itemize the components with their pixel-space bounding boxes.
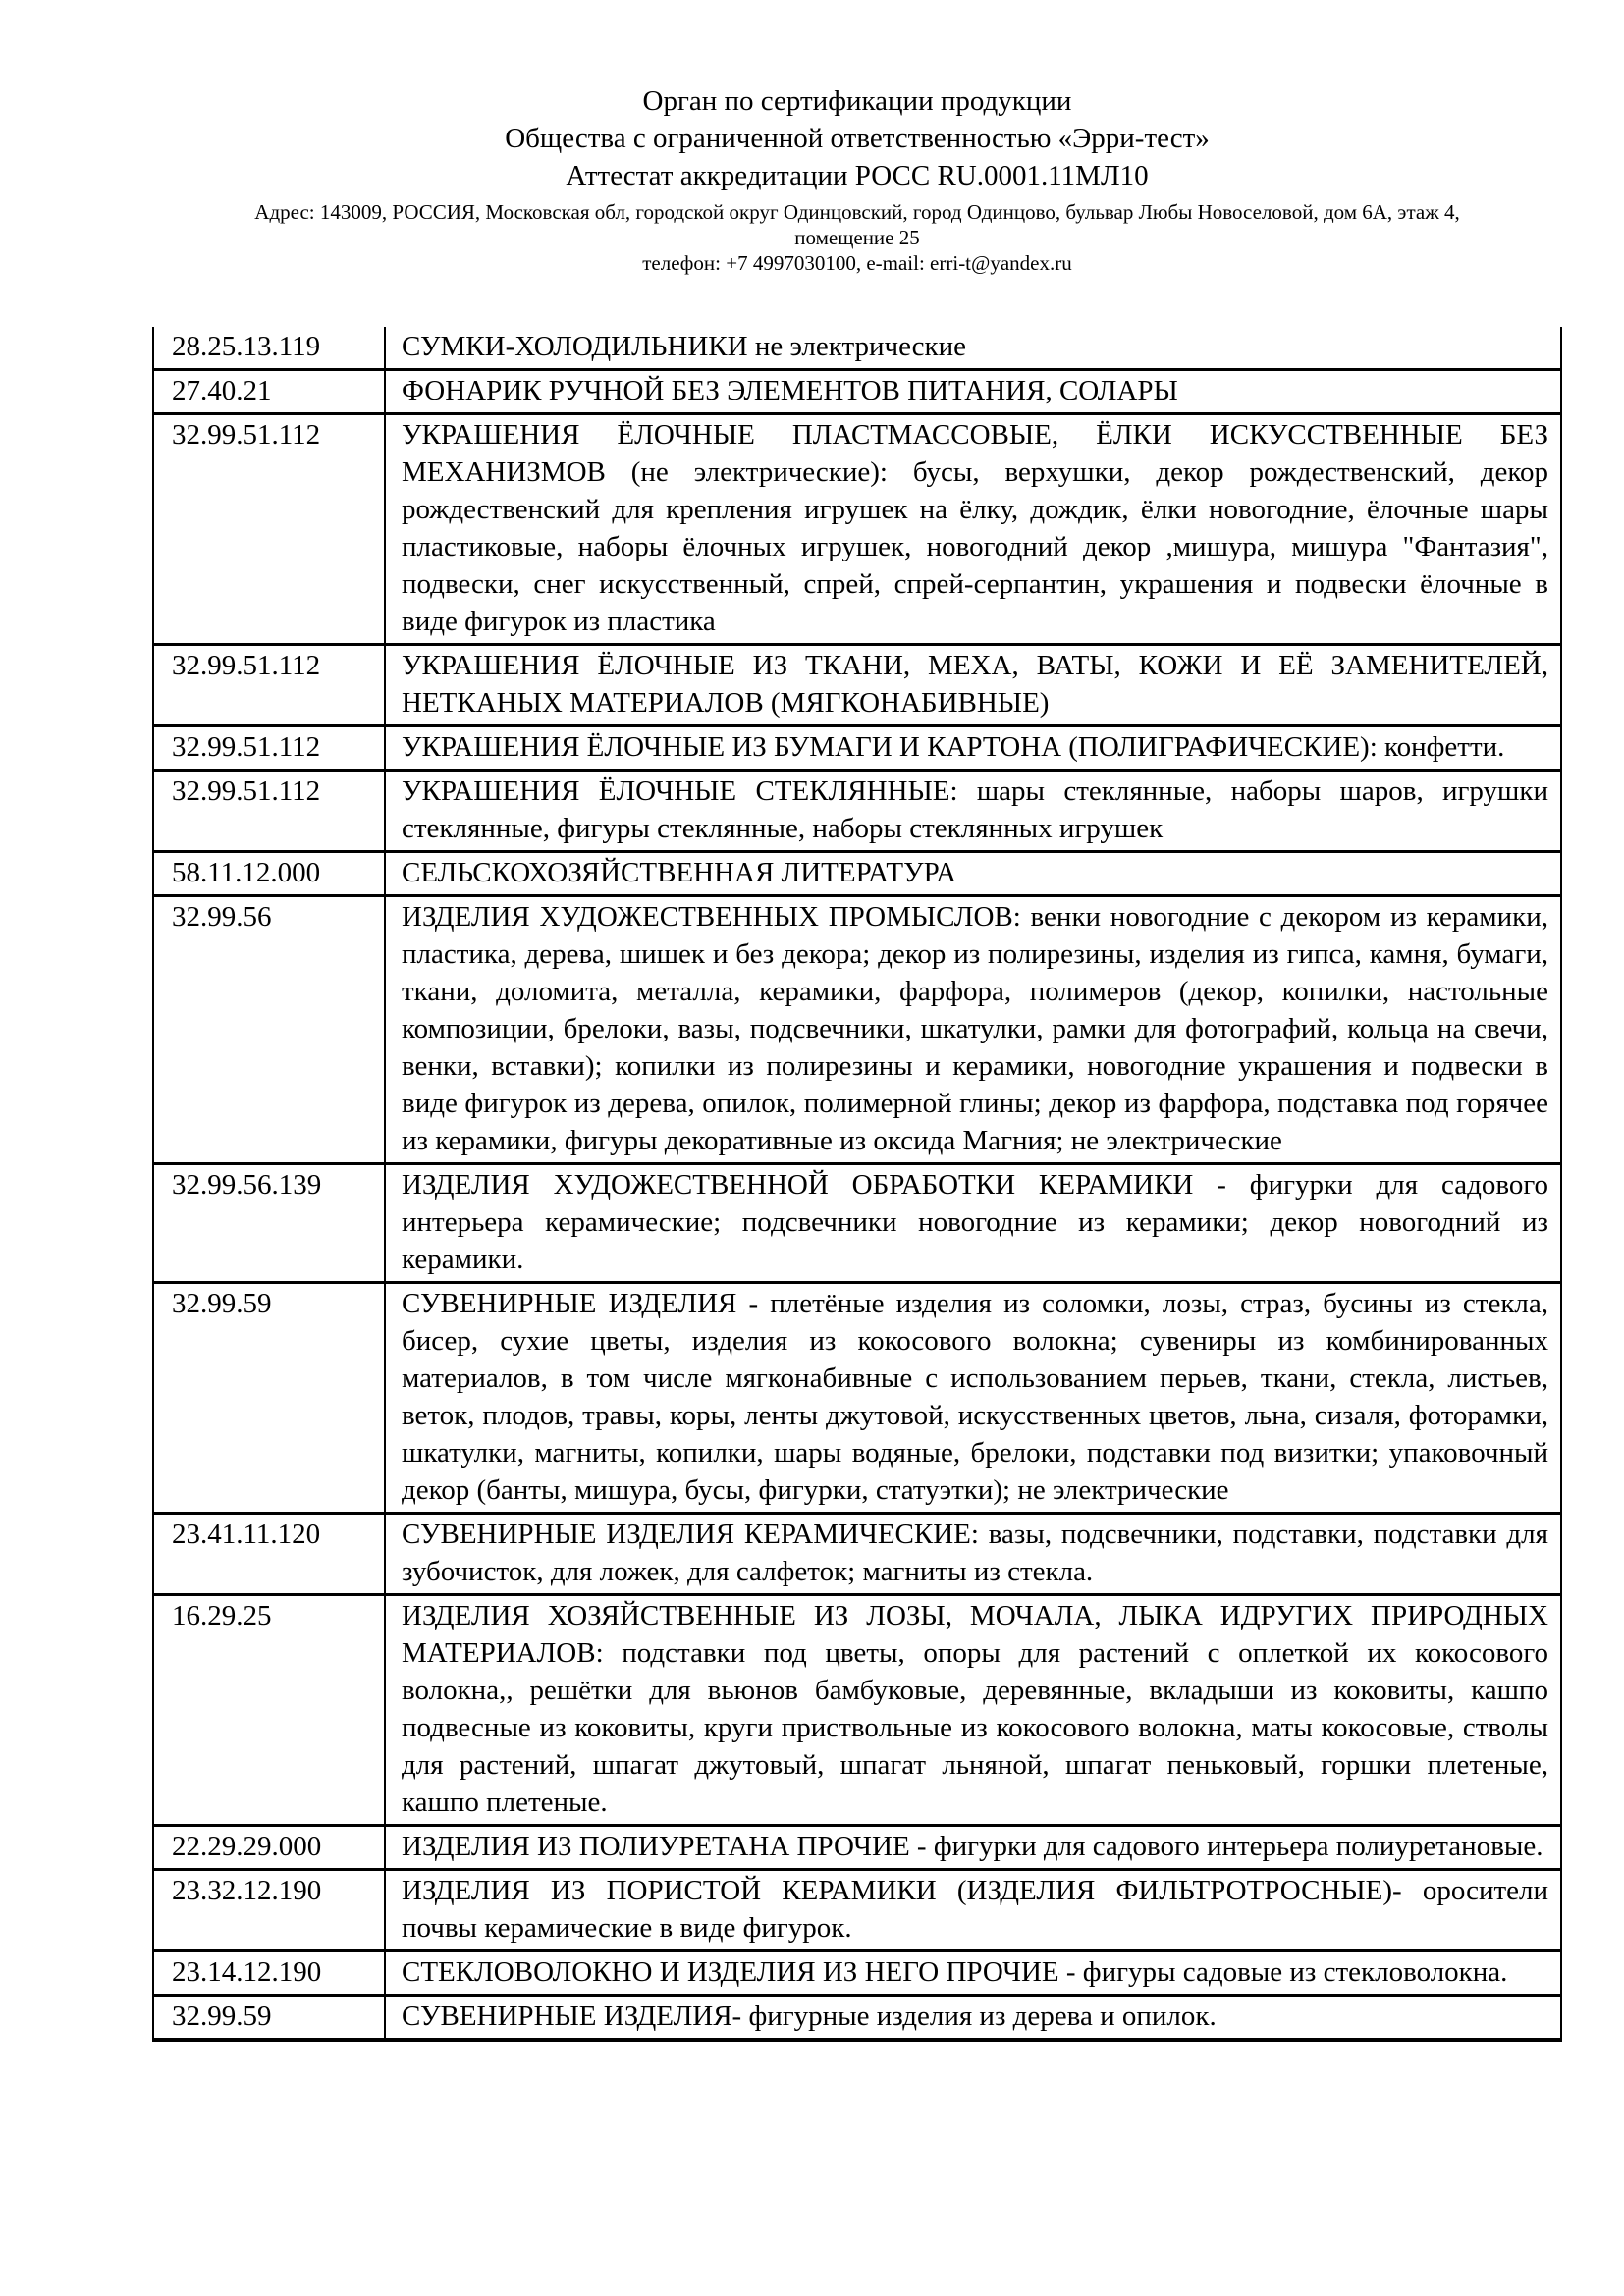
table-row [153, 327, 1561, 370]
product-code-cell: 32.99.59 [153, 1996, 385, 2041]
product-code-cell: 58.11.12.000 [153, 852, 385, 896]
product-description-cell: УКРАШЕНИЯ ЁЛОЧНЫЕ ПЛАСТМАССОВЫЕ, ЁЛКИ ИСКУССТВЕННЫЕ БЕЗ МЕХАНИЗМОВ (не электрические): бусы, верхушки, декор рождественский, декор рождественский для крепления игрушек на ёлку, дождик, ёлки новогодние, ёлочные шары пластиковые, наборы ёлочных игрушек, новогодний декор ,мишура, мишура "Фантазия", подвески, снег искусственный, спрей, спрей-серпантин, украшения и подвески ёлочные в виде фигурок из пластика [385, 414, 1561, 645]
table-row [153, 1514, 1561, 1595]
table-row [153, 1164, 1561, 1283]
product-code-cell: 28.25.13.119 [153, 327, 385, 370]
table-row [153, 370, 1561, 414]
product-code-cell: 32.99.51.112 [153, 771, 385, 852]
table-row [153, 726, 1561, 771]
table-row [153, 1996, 1561, 2041]
product-code-cell: 32.99.56.139 [153, 1164, 385, 1283]
address-line-2: помещение 25 [794, 226, 920, 249]
table-row [153, 1951, 1561, 1996]
product-description-cell: СТЕКЛОВОЛОКНО И ИЗДЕЛИЯ ИЗ НЕГО ПРОЧИЕ - фигуры садовые из стекловолокна. [385, 1951, 1561, 1996]
product-code-cell: 23.32.12.190 [153, 1870, 385, 1951]
product-description-cell: ИЗДЕЛИЯ ХУДОЖЕСТВЕННОЙ ОБРАБОТКИ КЕРАМИКИ - фигурки для садового интерьера керамические; подсвечники новогодние из керамики; декор новогодний из керамики. [385, 1164, 1561, 1283]
table-row [153, 645, 1561, 726]
table-row [153, 1283, 1561, 1514]
product-description-cell: УКРАШЕНИЯ ЁЛОЧНЫЕ ИЗ ТКАНИ, МЕХА, ВАТЫ, КОЖИ И ЕЁ ЗАМЕНИТЕЛЕЙ, НЕТКАНЫХ МАТЕРИАЛОВ (МЯГКОНАБИВНЫЕ) [385, 645, 1561, 726]
address-line-1: Адрес: 143009, РОССИЯ, Московская обл, городской округ Одинцовский, город Одинцово, бульвар Любы Новоселовой, дом 6А, этаж 4, [254, 200, 1460, 224]
product-code-cell: 27.40.21 [153, 370, 385, 414]
table-row [153, 852, 1561, 896]
product-description-cell: ФОНАРИК РУЧНОЙ БЕЗ ЭЛЕМЕНТОВ ПИТАНИЯ, СОЛАРЫ [385, 370, 1561, 414]
product-description-cell: ИЗДЕЛИЯ ИЗ ПОРИСТОЙ КЕРАМИКИ (ИЗДЕЛИЯ ФИЛЬТРОТРОСНЫЕ)- оросители почвы керамические в виде фигурок. [385, 1870, 1561, 1951]
product-description-cell: СУВЕНИРНЫЕ ИЗДЕЛИЯ КЕРАМИЧЕСКИЕ: вазы, подсвечники, подставки, подставки для зубочисток, для ложек, для салфеток; магниты из стекла. [385, 1514, 1561, 1595]
contact-line: телефон: +7 4997030100, e-mail: erri-t@yandex.ru [642, 251, 1072, 275]
org-title-line-2: Общества с ограниченной ответственностью «Эрри-тест» [505, 123, 1210, 154]
product-description-cell: УКРАШЕНИЯ ЁЛОЧНЫЕ СТЕКЛЯННЫЕ: шары стеклянные, наборы шаров, игрушки стеклянные, фигуры стеклянные, наборы стеклянных игрушек [385, 771, 1561, 852]
table-row [153, 896, 1561, 1164]
product-code-cell: 23.41.11.120 [153, 1514, 385, 1595]
table-row [153, 1595, 1561, 1826]
table-row [153, 1870, 1561, 1951]
product-description-cell: ИЗДЕЛИЯ ХУДОЖЕСТВЕННЫХ ПРОМЫСЛОВ: венки новогодние с декором из керамики, пластика, дерева, шишек и без декора; декор из полирезины, изделия из гипса, камня, бумаги, ткани, доломита, металла, керамики, фарфора, полимеров (декор, копилки, настольные композиции, брелоки, вазы, подсвечники, шкатулки, рамки для фотографий, кольца на свечи, венки, вставки); копилки из полирезины и керамики, новогодние украшения и подвески в виде фигурок из дерева, опилок, полимерной глины; декор из фарфора, подставка под горячее из керамики, фигуры декоративные из оксида Магния; не электрические [385, 896, 1561, 1164]
table-row [153, 414, 1561, 645]
products-table-body [153, 327, 1561, 2040]
product-code-cell: 16.29.25 [153, 1595, 385, 1826]
product-description-cell: УКРАШЕНИЯ ЁЛОЧНЫЕ ИЗ БУМАГИ И КАРТОНА (ПОЛИГРАФИЧЕСКИЕ): конфетти. [385, 726, 1561, 771]
product-description-cell: ИЗДЕЛИЯ ХОЗЯЙСТВЕННЫЕ ИЗ ЛОЗЫ, МОЧАЛА, ЛЫКА ИДРУГИХ ПРИРОДНЫХ МАТЕРИАЛОВ: подставки под цветы, опоры для растений с оплеткой их кокосового волокна,, решётки для вьюнов бамбуковые, деревянные, вкладыши из коковиты, кашпо подвесные из коковиты, круги приствольные из кокосового волокна, маты кокосовые, стволы для растений, шпагат джутовый, шпагат льняной, шпагат пеньковый, горшки плетеные, кашпо плетеные. [385, 1595, 1561, 1826]
product-code-cell: 32.99.56 [153, 896, 385, 1164]
product-code-cell: 32.99.59 [153, 1283, 385, 1514]
org-title-line-1: Орган по сертификации продукции [642, 85, 1072, 117]
product-code-cell: 32.99.51.112 [153, 414, 385, 645]
product-description-cell: СУМКИ-ХОЛОДИЛЬНИКИ не электрические [385, 327, 1561, 370]
products-table [152, 327, 1562, 2042]
accreditation-line: Аттестат аккредитации РОСС RU.0001.11МЛ10 [566, 160, 1149, 191]
product-code-cell: 23.14.12.190 [153, 1951, 385, 1996]
product-description-cell: СУВЕНИРНЫЕ ИЗДЕЛИЯ - плетёные изделия из соломки, лозы, страз, бусины из стекла, бисер, сухие цветы, изделия из кокосового волокна; сувениры из комбинированных материалов, в том числе мягконабивные с использованием перьев, ткани, стекла, листьев, веток, плодов, травы, коры, ленты джутовой, искусственных цветов, льна, сизаля, фоторамки, шкатулки, магниты, копилки, шары водяные, брелоки, подставки под визитки; упаковочный декор (банты, мишура, бусы, фигурки, статуэтки); не электрические [385, 1283, 1561, 1514]
product-description-cell: СЕЛЬСКОХОЗЯЙСТВЕННАЯ ЛИТЕРАТУРА [385, 852, 1561, 896]
table-row [153, 1826, 1561, 1870]
product-description-cell: СУВЕНИРНЫЕ ИЗДЕЛИЯ- фигурные изделия из дерева и опилок. [385, 1996, 1561, 2041]
product-description-cell: ИЗДЕЛИЯ ИЗ ПОЛИУРЕТАНА ПРОЧИЕ - фигурки для садового интерьера полиуретановые. [385, 1826, 1561, 1870]
document-header [152, 82, 1562, 276]
product-code-cell: 32.99.51.112 [153, 645, 385, 726]
table-row [153, 771, 1561, 852]
product-code-cell: 22.29.29.000 [153, 1826, 385, 1870]
product-code-cell: 32.99.51.112 [153, 726, 385, 771]
